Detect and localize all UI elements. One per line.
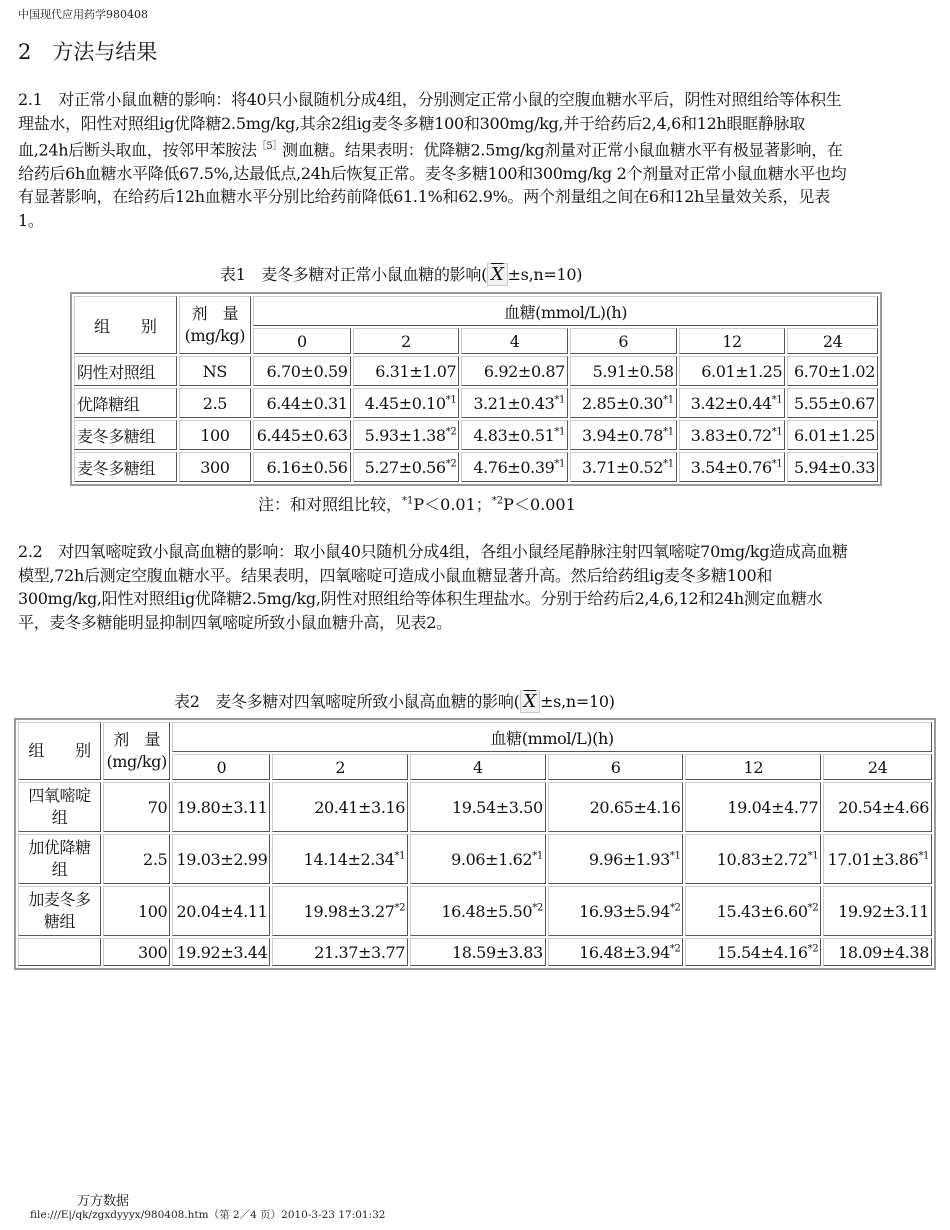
glucose-cell: [548, 886, 684, 936]
glucose-value: 19.98±3.27: [303, 901, 395, 921]
glucose-value: 6.01±1.25: [701, 361, 783, 381]
glucose-value: 20.65±4.16: [589, 797, 681, 817]
table2-caption-suffix: ±s,n=10): [540, 692, 615, 711]
table2-hour-header: 0: [172, 754, 270, 780]
glucose-value: 15.54±4.16: [716, 942, 808, 962]
glucose-value: 19.92±3.44: [176, 942, 268, 962]
glucose-cell: [172, 886, 270, 936]
glucose-value: 21.37±3.77: [314, 942, 406, 962]
paragraph-2-1-text-cont: 测血糖。结果表明：优降糖2.5mg/kg剂量对正常小鼠血糖水平有极显著影响，在给药后6h血糖水平降低67.5%,达最低点,24h后恢复正常。麦冬多糖100和300mg/kg 2个剂量对正常小鼠血糖水平也均有显著影响，在给药后12h血糖水平分别比给药前降低61.1%和62.9%。两个剂量组之间在6和12h呈量效关系，见表1。: [18, 140, 847, 230]
glucose-cell: [172, 938, 270, 966]
glucose-value: 6.92±0.87: [483, 361, 565, 381]
glucose-value: 3.42±0.44: [690, 393, 772, 413]
section-title: 2 方法与结果: [18, 40, 158, 64]
glucose-value: 20.41±3.16: [314, 797, 406, 817]
table-row: [74, 452, 878, 482]
significance-marker: *1: [394, 850, 406, 862]
significance-marker: *1: [663, 394, 674, 406]
glucose-value: 6.445±0.63: [256, 425, 348, 445]
table-row: [18, 834, 932, 884]
table2-caption-prefix: 表2 麦冬多糖对四氧嘧啶所致小鼠高血糖的影响(: [174, 692, 520, 711]
significance-marker: *1: [807, 850, 819, 862]
note-marker-1: *1: [402, 495, 414, 507]
glucose-value: 14.14±2.34: [303, 849, 395, 869]
glucose-value: 4.83±0.51: [473, 425, 555, 445]
significance-marker: *1: [918, 850, 929, 862]
file-path-footer: file:///E|/qk/zgxdyyyx/980408.htm（第 2／4 页）2010-3-23 17:01:32: [30, 1209, 386, 1221]
dose-cell: 300: [179, 452, 251, 482]
glucose-cell: [685, 782, 821, 832]
group-cell: 麦冬多糖组: [74, 420, 177, 450]
table1-header-glucose: 血糖(mmol/L)(h): [253, 296, 878, 326]
glucose-cell: [410, 782, 546, 832]
glucose-cell: [461, 452, 568, 482]
glucose-cell: [253, 356, 350, 386]
significance-marker: *1: [771, 458, 783, 470]
glucose-cell: [679, 356, 786, 386]
table1: [70, 292, 882, 486]
glucose-value: 19.54±3.50: [451, 797, 543, 817]
dose-cell: 100: [103, 886, 170, 936]
dose-cell: 100: [179, 420, 251, 450]
glucose-value: 19.92±3.11: [838, 901, 929, 921]
significance-marker: *1: [771, 426, 783, 438]
table2: [14, 718, 936, 970]
glucose-cell: [461, 420, 568, 450]
glucose-value: 18.09±4.38: [838, 942, 929, 962]
glucose-cell: [353, 388, 460, 418]
glucose-cell: [679, 420, 786, 450]
glucose-cell: [570, 388, 677, 418]
significance-marker: *1: [554, 394, 565, 406]
glucose-cell: [410, 886, 546, 936]
table1-caption-suffix: ±s,n=10): [507, 265, 583, 284]
table1-header-group: 组 别: [74, 296, 177, 354]
table1-hour-header: 2: [353, 328, 460, 354]
glucose-value: 19.04±4.77: [727, 797, 819, 817]
glucose-cell: [823, 886, 932, 936]
glucose-value: 15.43±6.60: [716, 901, 808, 921]
significance-marker: *1: [554, 426, 565, 438]
significance-marker: *1: [669, 850, 681, 862]
significance-marker: *1: [532, 850, 543, 862]
table2-caption: [174, 689, 615, 712]
paragraph-2-2: 2.2 对四氧嘧啶致小鼠高血糖的影响：取小鼠40只随机分成4组，各组小鼠经尾静脉注射四氧嘧啶70mg/kg造成高血糖模型,72h后测定空腹血糖水平。结果表明，四氧嘧啶可造成小鼠血糖显著升高。然后给药组ig麦冬多糖100和300mg/kg,阳性对照组ig优降糖2.5mg/kg,阴性对照组给等体积生理盐水。分别于给药后2,4,6,12和24h测定血糖水平，麦冬多糖能明显抑制四氧嘧啶所致小鼠血糖升高，见表2。: [18, 542, 848, 632]
table2-hour-header: 2: [272, 754, 408, 780]
note-text-2: P＜0.001: [503, 495, 576, 514]
glucose-value: 3.71±0.52: [582, 457, 664, 477]
glucose-value: 10.83±2.72: [716, 849, 808, 869]
table2-header-group: 组 别: [18, 722, 101, 780]
glucose-cell: [253, 420, 350, 450]
paragraph-2-1: [18, 88, 848, 232]
table1-hour-header: 4: [461, 328, 568, 354]
significance-marker: *2: [807, 943, 819, 955]
glucose-value: 3.94±0.78: [582, 425, 664, 445]
glucose-cell: [548, 782, 684, 832]
glucose-value: 5.27±0.56: [364, 457, 446, 477]
table-row: [74, 356, 878, 386]
glucose-value: 16.93±5.94: [579, 901, 670, 921]
group-cell: 加优降糖组: [18, 834, 101, 884]
significance-marker: *2: [807, 902, 819, 914]
significance-marker: *1: [554, 458, 565, 470]
table1-caption: [220, 262, 582, 285]
group-cell: 优降糖组: [74, 388, 177, 418]
glucose-value: 2.85±0.30: [582, 393, 664, 413]
glucose-cell: [172, 834, 270, 884]
glucose-value: 3.21±0.43: [473, 393, 555, 413]
significance-marker: *2: [445, 426, 457, 438]
glucose-cell: [679, 388, 786, 418]
table2-hour-header: 24: [823, 754, 932, 780]
glucose-cell: [787, 420, 878, 450]
glucose-value: 17.01±3.86: [827, 849, 919, 869]
significance-marker: *1: [663, 458, 674, 470]
glucose-cell: [353, 420, 460, 450]
glucose-cell: [787, 452, 878, 482]
glucose-value: 16.48±3.94: [579, 942, 670, 962]
glucose-cell: [272, 834, 408, 884]
table-row: [74, 388, 878, 418]
glucose-cell: [461, 388, 568, 418]
paragraph-2-1-text: 2.1 对正常小鼠血糖的影响：将40只小鼠随机分成4组，分别测定正常小鼠的空腹血糖水平后，阴性对照组给等体积生理盐水，阳性对照组ig优降糖2.5mg/kg,其余2组ig麦冬多糖100和300mg/kg,并于给药后2,4,6和12h眼眶静脉取血,24h后断头取血，按邻甲苯胺法: [18, 90, 842, 160]
group-cell: 加麦冬多糖组: [18, 886, 101, 936]
table2-header-glucose: 血糖(mmol/L)(h): [172, 722, 932, 752]
table1-hour-header: 24: [787, 328, 878, 354]
glucose-cell: [461, 356, 568, 386]
wanfang-watermark: 万方数据: [77, 1194, 130, 1209]
table2-hour-header: 12: [685, 754, 821, 780]
glucose-value: 6.44±0.31: [266, 393, 348, 413]
glucose-cell: [548, 834, 684, 884]
glucose-value: 3.54±0.76: [690, 457, 772, 477]
glucose-value: 20.04±4.11: [176, 901, 268, 921]
dose-cell: 70: [103, 782, 170, 832]
table2-hour-header: 4: [410, 754, 546, 780]
glucose-cell: [410, 938, 546, 966]
glucose-value: 16.48±5.50: [441, 901, 533, 921]
glucose-cell: [353, 452, 460, 482]
table1-caption-prefix: 表1 麦冬多糖对正常小鼠血糖的影响(: [220, 265, 488, 284]
glucose-cell: [823, 938, 932, 966]
glucose-cell: [685, 938, 821, 966]
significance-marker: *1: [771, 394, 783, 406]
glucose-cell: [272, 886, 408, 936]
glucose-cell: [787, 356, 878, 386]
glucose-cell: [787, 388, 878, 418]
glucose-value: 6.70±0.59: [266, 361, 348, 381]
glucose-value: 20.54±4.66: [838, 797, 929, 817]
glucose-value: 9.06±1.62: [451, 849, 533, 869]
glucose-value: 5.55±0.67: [793, 393, 875, 413]
mean-symbol-icon: $\overline{X}$: [520, 690, 541, 713]
group-cell: 阴性对照组: [74, 356, 177, 386]
significance-marker: *1: [663, 426, 674, 438]
table1-header-dose: 剂 量(mg/kg): [179, 296, 251, 354]
table2-header-dose: 剂 量(mg/kg): [103, 722, 170, 780]
group-cell: [18, 938, 101, 966]
reference-marker: ［5］: [256, 141, 283, 152]
mean-symbol-icon: $\overline{X}$: [487, 263, 508, 286]
glucose-cell: [353, 356, 460, 386]
significance-marker: *1: [445, 394, 457, 406]
group-cell: 四氧嘧啶组: [18, 782, 101, 832]
note-text-1: P＜0.01；: [413, 495, 492, 514]
table1-hour-header: 12: [679, 328, 786, 354]
glucose-cell: [570, 452, 677, 482]
glucose-cell: [272, 782, 408, 832]
glucose-value: 18.59±3.83: [451, 942, 543, 962]
table-row: [18, 886, 932, 936]
glucose-cell: [823, 834, 932, 884]
dose-cell: 2.5: [103, 834, 170, 884]
glucose-value: 6.01±1.25: [793, 425, 875, 445]
glucose-value: 3.83±0.72: [690, 425, 772, 445]
significance-marker: *2: [669, 943, 681, 955]
glucose-cell: [253, 388, 350, 418]
glucose-value: 4.45±0.10: [364, 393, 446, 413]
significance-marker: *2: [669, 902, 681, 914]
dose-cell: 300: [103, 938, 170, 966]
glucose-value: 5.91±0.58: [592, 361, 674, 381]
glucose-cell: [570, 420, 677, 450]
dose-cell: NS: [179, 356, 251, 386]
dose-cell: 2.5: [179, 388, 251, 418]
glucose-cell: [570, 356, 677, 386]
glucose-cell: [823, 782, 932, 832]
note-marker-2: *2: [491, 495, 504, 507]
table-row: [18, 782, 932, 832]
glucose-value: 19.80±3.11: [176, 797, 268, 817]
glucose-value: 5.94±0.33: [793, 457, 875, 477]
table1-hour-header: 6: [570, 328, 677, 354]
journal-source-header: 中国现代应用药学980408: [18, 8, 148, 21]
significance-marker: *2: [445, 458, 457, 470]
glucose-value: 6.70±1.02: [793, 361, 875, 381]
note-prefix: 注：和对照组比较，: [258, 495, 403, 514]
table2-hour-header: 6: [548, 754, 684, 780]
table-row: [74, 420, 878, 450]
glucose-cell: [172, 782, 270, 832]
glucose-cell: [679, 452, 786, 482]
table1-note: [258, 492, 576, 515]
glucose-cell: [548, 938, 684, 966]
glucose-value: 6.16±0.56: [266, 457, 348, 477]
glucose-cell: [272, 938, 408, 966]
glucose-cell: [685, 886, 821, 936]
table-row: [18, 938, 932, 966]
glucose-value: 4.76±0.39: [473, 457, 555, 477]
glucose-cell: [253, 452, 350, 482]
glucose-value: 19.03±2.99: [176, 849, 268, 869]
glucose-value: 5.93±1.38: [364, 425, 446, 445]
group-cell: 麦冬多糖组: [74, 452, 177, 482]
glucose-cell: [685, 834, 821, 884]
table1-hour-header: 0: [253, 328, 350, 354]
significance-marker: *2: [532, 902, 543, 914]
glucose-cell: [410, 834, 546, 884]
glucose-value: 6.31±1.07: [375, 361, 457, 381]
significance-marker: *2: [394, 902, 406, 914]
glucose-value: 9.96±1.93: [588, 849, 670, 869]
